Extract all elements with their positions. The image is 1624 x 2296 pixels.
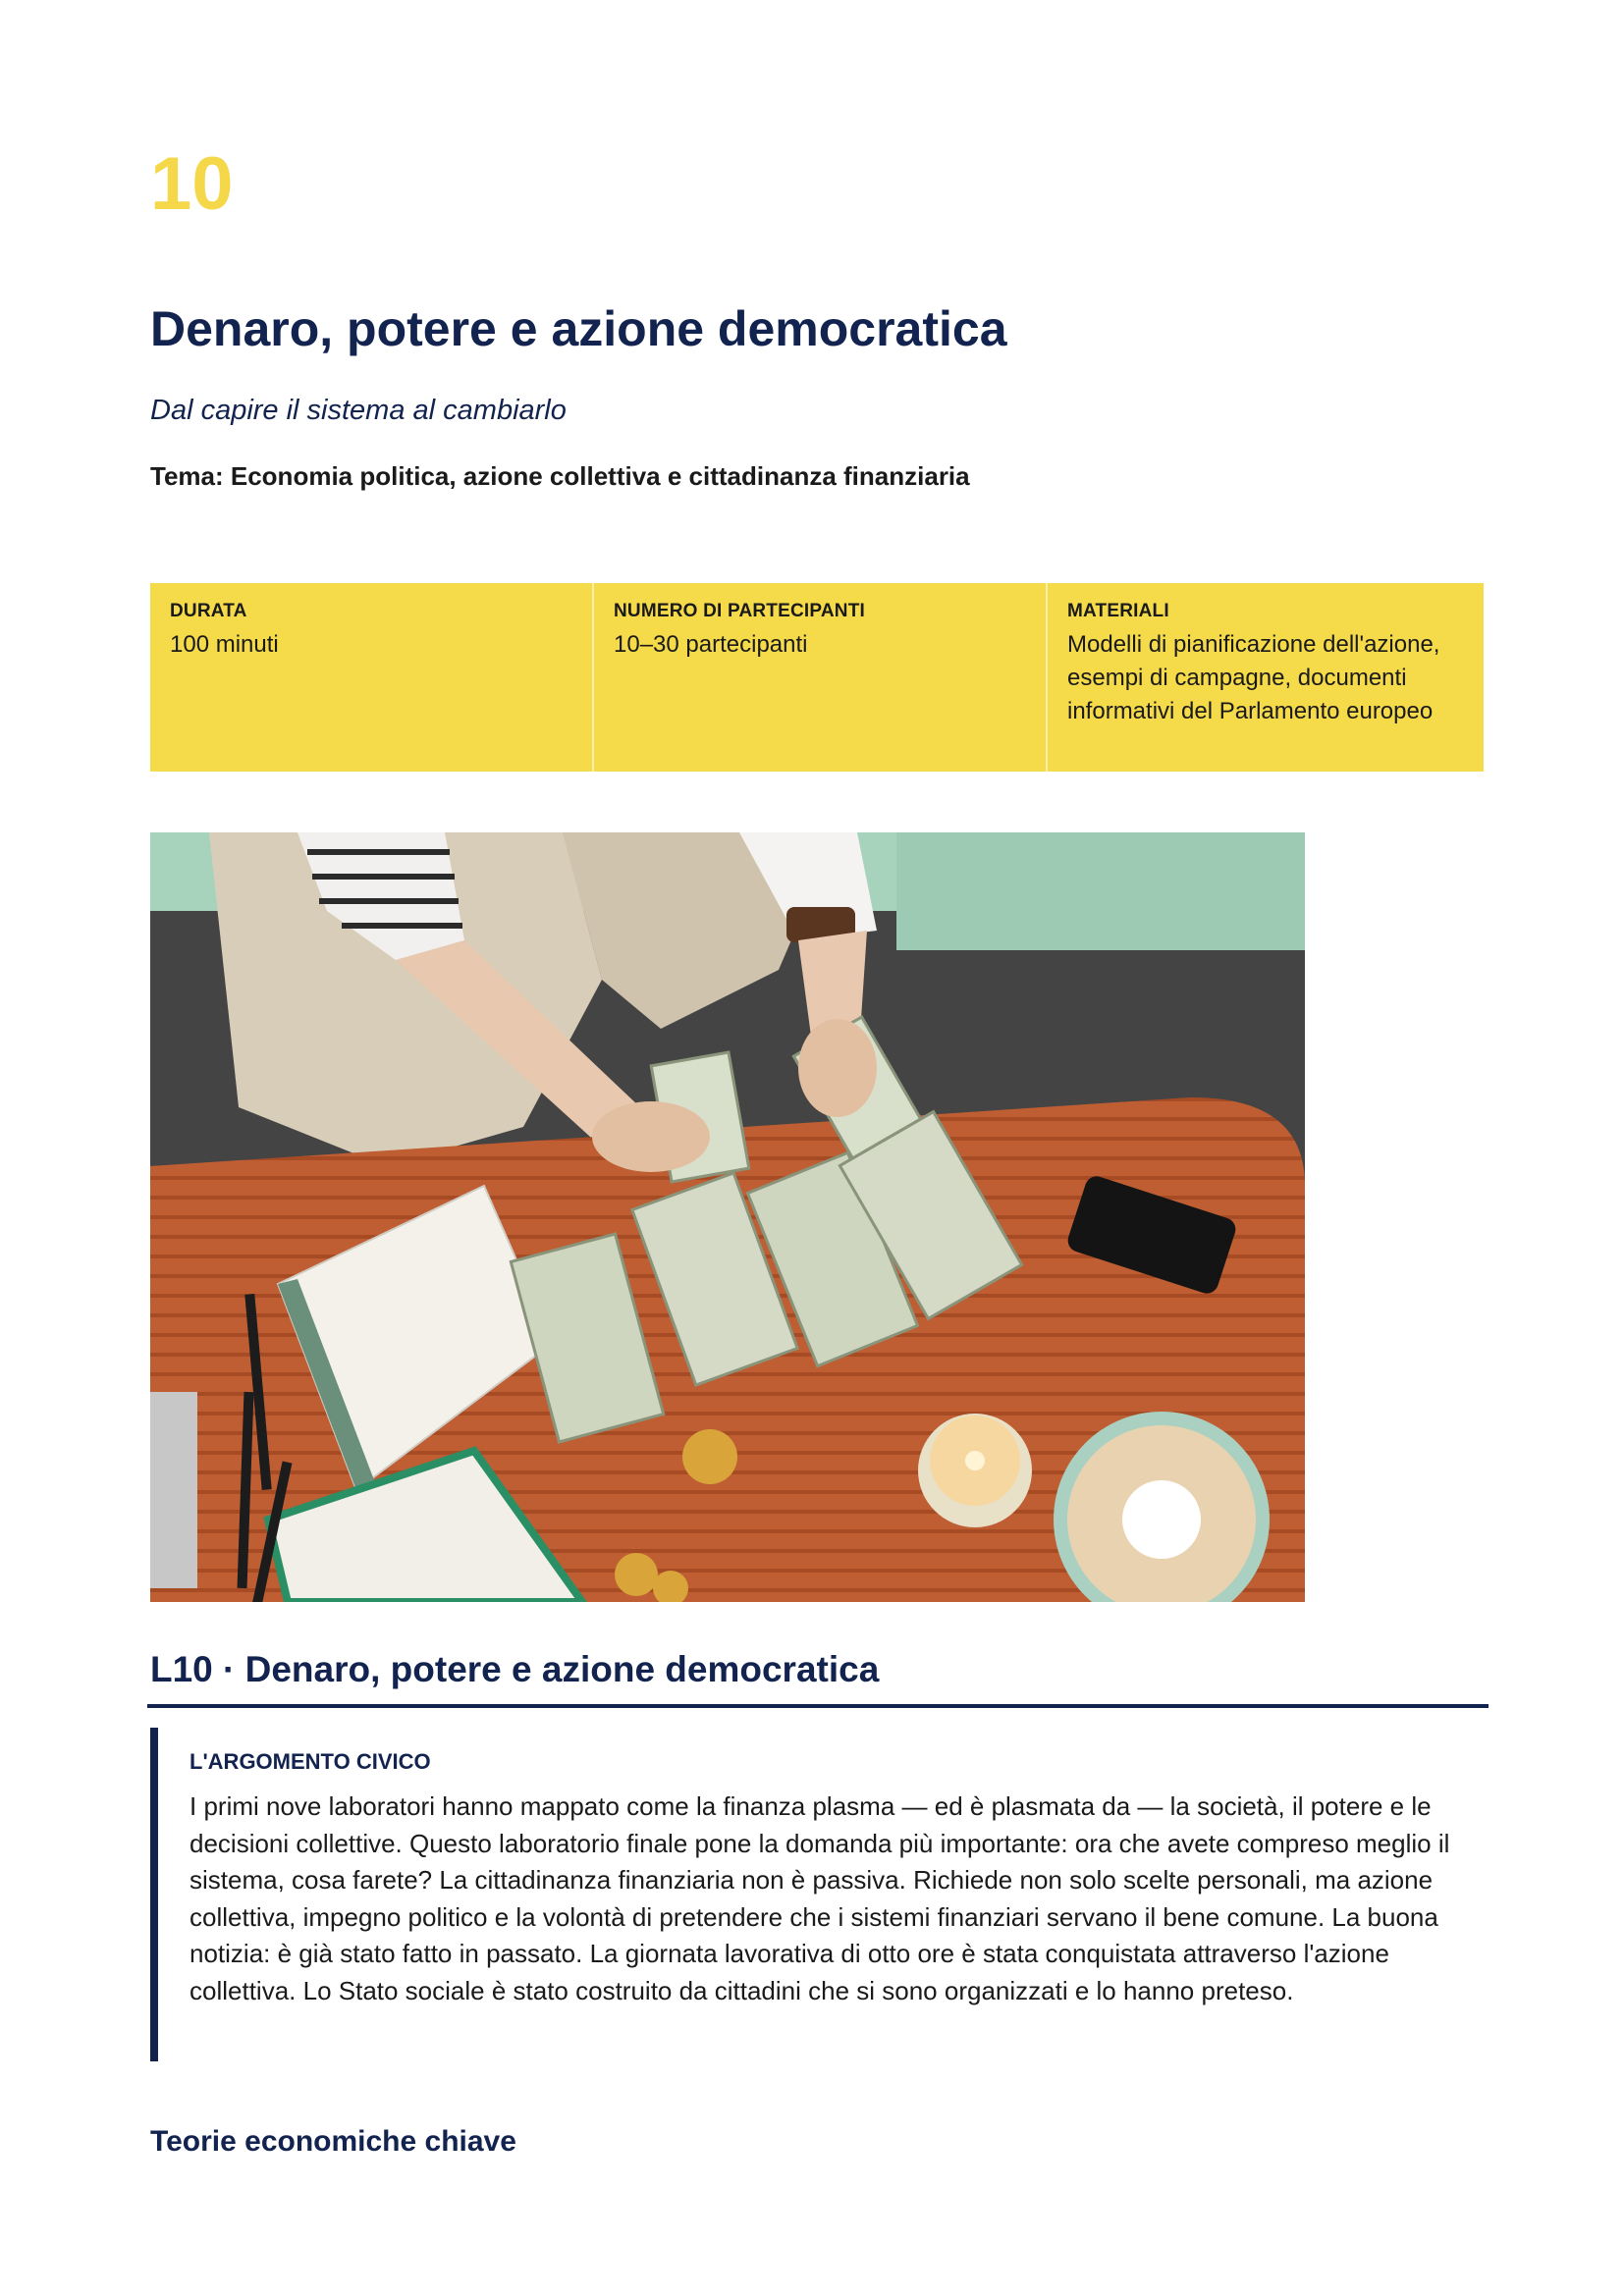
duration-value: 100 minuti <box>170 631 279 658</box>
civic-argument-callout <box>150 1728 1486 2061</box>
participants-label: NUMERO DI PARTECIPANTI <box>614 601 865 621</box>
civic-argument-label: L'ARGOMENTO CIVICO <box>189 1749 431 1774</box>
lesson-number: 10 <box>150 142 234 226</box>
candle <box>918 1414 1032 1527</box>
lesson-subtitle: Dal capire il sistema al cambiarlo <box>150 395 567 426</box>
materials-label: MATERIALI <box>1067 601 1169 621</box>
lesson-theme: Tema: Economia politica, azione collettiva e cittadinanza finanziaria <box>150 461 970 491</box>
lesson-title: Denaro, potere e azione democratica <box>150 301 1007 356</box>
info-cell-duration <box>150 583 592 772</box>
section-divider <box>147 1704 1489 1708</box>
info-cell-materials <box>1046 583 1484 772</box>
duration-label: DURATA <box>170 601 247 621</box>
civic-argument-text: I primi nove laboratori hanno mappato come la finanza plasma — ed è plasmata da — la società, il potere e le decisioni collettive. Questo laboratorio finale pone la domanda più importante: ora che avete compreso meglio il sistema, cosa farete? La cittadinanza finanziaria non è passiva. Richiede non solo scelte personali, ma azione collettiva, impegno politico e la volontà di pretendere che i sistemi finanziari servano il bene comune. La buona notizia: è già stato fatto in passato. La giornata lavorativa di otto ore è stata conquistata attraverso l'azione collettiva. Lo Stato sociale è stato costruito da cittadini che si sono organizzati e lo hanno preteso. <box>189 1791 1450 2005</box>
key-theories-heading: Teorie economiche chiave <box>150 2125 516 2158</box>
section-heading: L10 · Denaro, potere e azione democratica <box>150 1649 880 1689</box>
info-cell-participants <box>592 583 1046 772</box>
info-table <box>150 583 1484 772</box>
materials-value: Modelli di pianificazione dell'azione, esempi di campagne, documenti informativi del Parlamento europeo <box>1067 631 1440 724</box>
participants-value: 10–30 partecipanti <box>614 631 808 658</box>
hero-photo-money-on-table <box>150 832 1305 1602</box>
